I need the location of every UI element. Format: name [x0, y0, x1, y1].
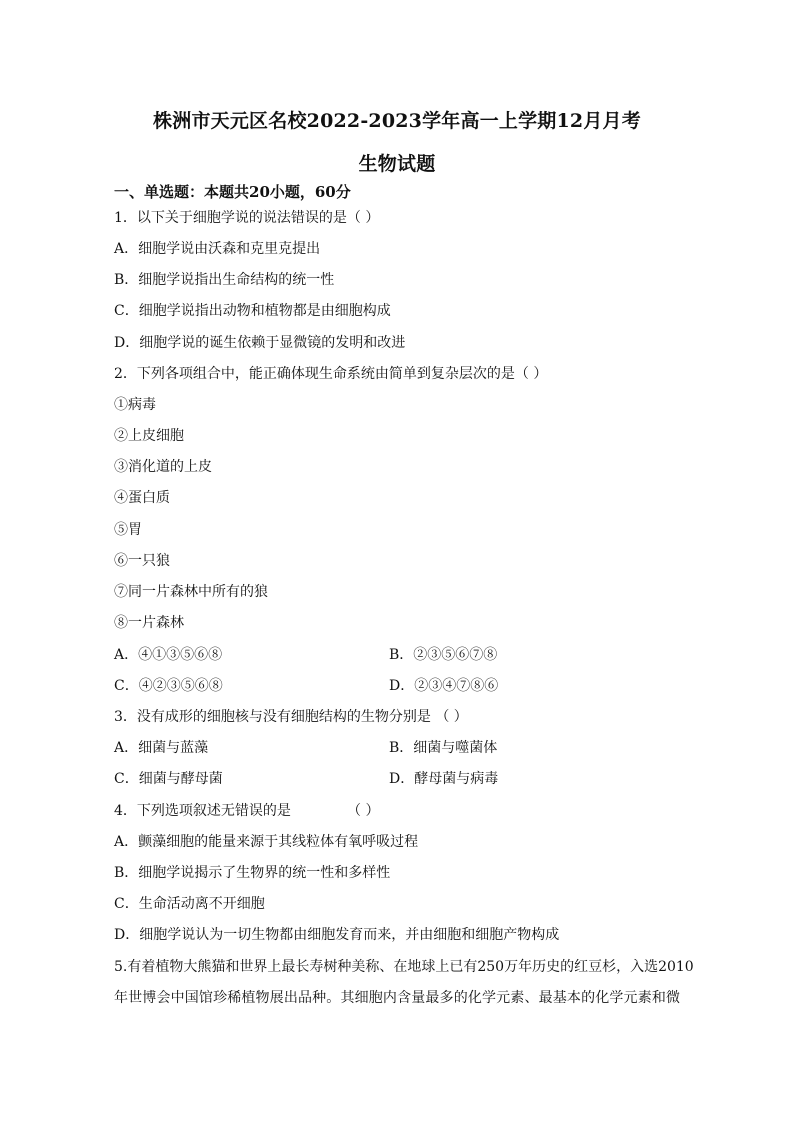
document-subtitle: 生物试题 — [358, 153, 436, 175]
question-3-option-a: A．细菌与蓝藻 — [114, 740, 209, 756]
question-5-stem-line-2: 年世博会中国馆珍稀植物展出品种。其细胞内含量最多的化学元素、最基本的化学元素和微 — [114, 990, 680, 1006]
question-4-answer-paren: （ ） — [347, 803, 380, 819]
question-1-stem: 1．以下关于细胞学说的说法错误的是（ ） — [114, 210, 380, 226]
question-2-item: ③消化道的上皮 — [114, 459, 212, 475]
question-1-option-b: B．细胞学说指出生命结构的统一性 — [114, 272, 335, 288]
question-2-option-d: D．②③④⑦⑧⑥ — [389, 678, 499, 694]
question-2-item: ⑧一片森林 — [114, 615, 184, 631]
document-title: 株洲市天元区名校2022-2023学年高一上学期12月月考 — [153, 110, 641, 132]
question-2-item: ④蛋白质 — [114, 490, 170, 506]
question-2-item: ⑥一只狼 — [114, 553, 170, 569]
question-2-stem: 2．下列各项组合中，能正确体现生命系统由简单到复杂层次的是（ ） — [114, 366, 548, 382]
question-1-option-d: D．细胞学说的诞生依赖于显微镜的发明和改进 — [114, 335, 406, 351]
question-5-stem-line-1: 5.有着植物大熊猫和世界上最长寿树种美称、在地球上已有250万年历史的红豆杉，入选2010 — [114, 959, 694, 975]
question-3-option-b: B．细菌与噬菌体 — [389, 740, 498, 756]
question-2-item: ②上皮细胞 — [114, 428, 184, 444]
question-2-option-b: B．②③⑤⑥⑦⑧ — [389, 647, 498, 663]
question-2-item: ⑤胃 — [114, 522, 142, 538]
question-4-option-a: A．颤藻细胞的能量来源于其线粒体有氧呼吸过程 — [114, 834, 419, 850]
question-2-item: ①病毒 — [114, 397, 156, 413]
question-3-option-c: C．细菌与酵母菌 — [114, 771, 223, 787]
question-2-option-a: A．④①③⑤⑥⑧ — [114, 647, 223, 663]
question-1-option-c: C．细胞学说指出动物和植物都是由细胞构成 — [114, 303, 391, 319]
question-3-option-d: D．酵母菌与病毒 — [389, 771, 499, 787]
section-heading: 一、单选题：本题共20小题，60分 — [114, 183, 351, 201]
question-2-option-c: C．④②③⑤⑥⑧ — [114, 678, 223, 694]
question-1-option-a: A．细胞学说由沃森和克里克提出 — [114, 241, 321, 257]
question-3-stem: 3．没有成形的细胞核与没有细胞结构的生物分别是 （ ） — [114, 709, 468, 725]
question-4-option-d: D．细胞学说认为一切生物都由细胞发育而来，并由细胞和细胞产物构成 — [114, 927, 560, 943]
question-4-stem: 4．下列选项叙述无错误的是 — [114, 803, 291, 819]
question-4-option-b: B．细胞学说揭示了生物界的统一性和多样性 — [114, 865, 391, 881]
question-4-option-c: C．生命活动离不开细胞 — [114, 896, 265, 912]
question-2-item: ⑦同一片森林中所有的狼 — [114, 584, 268, 600]
